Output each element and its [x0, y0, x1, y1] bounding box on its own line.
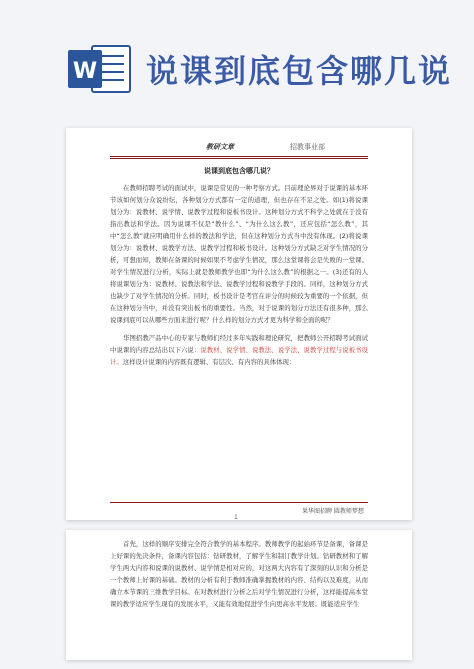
paragraph: 首先，这样的顺序安排完全符合教学的基本程序。教师教学的起始环节是备课，备课是上好课的先决条件，备课内容包括：钻研教材，了解学生和制订教学计划。钻研教材和了解学生两大内容和说课的说教材、说学情是相对应的，对这两大内容有了深刻的认识和分析是一个教师上好课的基础。教材的分析有利于教师准确掌握教材的内容、结构以及难度，从而确立本节课的三维教学目标。在对教材进行分析之后对学生情况进行分析，这样能提高本堂课的教学适应学生现有的发展水平，又能有效地促进学生向更高水平发展；既能适应学生 [110, 540, 368, 608]
document-page-bottom [66, 530, 412, 660]
paragraph-intro [110, 332, 368, 368]
page-number: 1 [234, 514, 238, 520]
document-body [110, 182, 368, 374]
banner [0, 0, 474, 120]
document-body-continued [110, 538, 368, 610]
intro-tail: 这样设计说课的内容既有逻辑、有层次、有内容的具体体现： [122, 358, 296, 366]
document-page [66, 128, 412, 520]
svg-text:W: W [72, 59, 98, 84]
running-header [110, 142, 370, 154]
header-rule [110, 156, 368, 157]
header-right: 招教事业部 [290, 143, 325, 151]
highlighted-six-points: 说教材、说学情、说教法、说学法、说教学过程与说板书设计。 [110, 346, 369, 366]
header-left: 教研文章 [206, 142, 234, 151]
header-rule-thin [110, 158, 368, 159]
footer-rule [110, 502, 368, 503]
page-title: 说课到底包含哪几说？ [204, 167, 274, 175]
paragraph: 在教师招聘考试的面试中，说课是常见的一种考察方式。目前理论界对于说课的基本环节该如何划分众说纷纭，各种划分方式都有一定的道理，但也存在不足之处。如(1)将说课划分为：说教材、说学情、说教学过程和说板书设计。这种划分方式不科学之处就在于没有指出教法和学法。因为说课不仅是“教什么”、“为什么这么教”，还应包括“怎么教”，其中“怎么教”就应明确用什么样的教法和学法，但在这种划分方式当中没有体现。(2)将说课划分为：说教材、说教学方法、说教学过程和板书设计。这种划分方式缺乏对学生情况的分析，可想而知，教师在备课的时候如果不考虑学生情况，那么这堂课将会是失败的一堂课。对学生情况进行分析，实际上就是教师教学也即“为什么这么教”的根据之一。(3)还有的人将说课划分为：说教材、说教法和学法、说教学过程和说教学手段的。同样，这种划分方式也缺少了对学生情况的分析。同时，板书设计是考官在评分的时候较为重要的一个依据，但在这种划分当中，并没有突出板书的重要性。当然，对于说课的划分方法还有很多种，那么说课到底可以从哪些方面来进行呢？什么样的划分方式才更为科学和全面的呢？ [110, 184, 368, 324]
footer-slogan: 果华图招聘 圆教师梦想 [302, 508, 364, 515]
intro-text: 华图招教产品中心的专家与教师们经过多年实践和理论研究，把教师公开招聘考试面试中说课的内容总结出以下六说： [110, 334, 368, 354]
word-logo-icon [66, 40, 132, 98]
document-title: 说课到底包含哪几说 [146, 52, 453, 90]
